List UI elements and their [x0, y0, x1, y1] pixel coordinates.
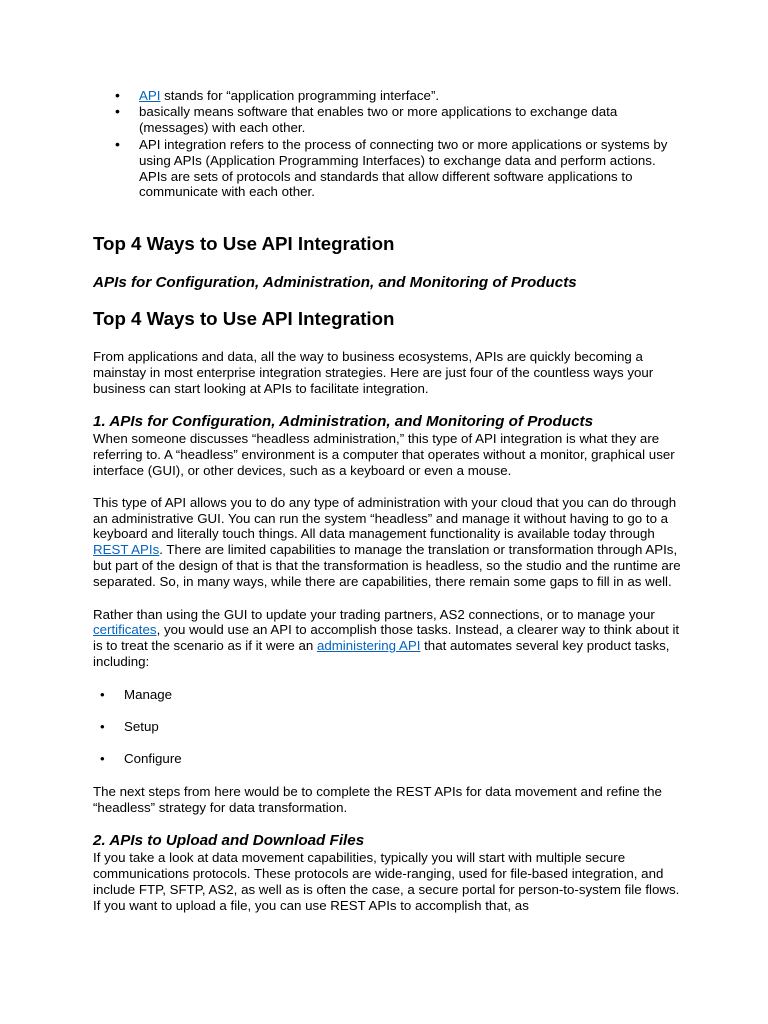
administering-api-link[interactable]: administering API	[316, 638, 421, 654]
section1-paragraph-2	[93, 495, 683, 590]
list-item	[93, 88, 683, 104]
list-item	[93, 719, 683, 735]
bullet-text: basically means software that enables two or more applications to exchange data (messages) with each other.	[139, 104, 618, 135]
rest-apis-link[interactable]: REST APIs	[93, 542, 160, 558]
paragraph-text: This type of API allows you to do any type of administration with your cloud that you can do through an administrative GUI. You can run the system “headless” and manage it without having to go to a keyboard and literally touch things. All data management functionality is available today through	[93, 494, 677, 542]
bullet-icon: •	[115, 136, 120, 152]
task-label: Setup	[124, 718, 159, 734]
section2-title: 2. APIs to Upload and Download Files	[93, 832, 365, 850]
task-label: Manage	[124, 686, 173, 702]
section1-paragraph-4: The next steps from here would be to complete the REST APIs for data movement and refine the “headless” strategy for data transformation.	[93, 783, 662, 815]
certificates-link[interactable]: certificates	[93, 622, 157, 638]
list-item	[93, 687, 683, 703]
section1-paragraph-3	[93, 607, 683, 670]
section2-paragraph-1: If you take a look at data movement capabilities, typically you will start with multiple secure communications protocols. These protocols are wide-ranging, used for file-based integration, and include FTP, SFTP, AS2, as well as is often the case, a secure portal for person-to-system file flows. If you want to upload a file, you can use REST APIs to accomplish that, as	[93, 850, 680, 913]
document-page	[93, 88, 683, 914]
api-link[interactable]: API	[139, 88, 161, 103]
intro-bullet-list	[93, 88, 683, 203]
bullet-icon: •	[100, 718, 105, 734]
list-item	[93, 104, 683, 137]
paragraph-text: Rather than using the GUI to update your trading partners, AS2 connections, or to manage your	[93, 606, 655, 622]
paragraph-text: , you would use an API to accomplish those tasks. Instead, a clearer way to think about it is to treat the scenario as if it were an	[93, 622, 680, 654]
section1-title: 1. APIs for Configuration, Administration, and Monitoring of Products	[93, 413, 594, 431]
bullet-icon: •	[115, 87, 120, 103]
bullet-text: API integration refers to the process of connecting two or more applications or systems by using APIs (Application Programming Interfaces) to exchange data and perform actions. APIs are sets of protocols and standards that allow different software applications to communicate with each other.	[139, 137, 668, 200]
bullet-text: stands for “application programming interface”.	[160, 88, 440, 103]
list-item	[93, 137, 683, 203]
bullet-icon: •	[115, 103, 120, 119]
paragraph-text: . There are limited capabilities to manage the translation or transformation through APIs, but part of the design of that is that the transformation is headless, so the studio and the runtime are separated. So, in many ways, while there are capabilities, there remain some gaps to fill in as well.	[93, 542, 681, 589]
bullet-icon: •	[100, 750, 105, 766]
subheading: APIs for Configuration, Administration, and Monitoring of Products	[93, 274, 577, 291]
list-item	[93, 751, 683, 767]
page-title: Top 4 Ways to Use API Integration	[93, 233, 395, 254]
task-label: Configure	[124, 750, 182, 766]
section1-paragraph-1: When someone discusses “headless administration,” this type of API integration is what they are referring to. A “headless” environment is a computer that operates without a monitor, graphical user interface (GUI), or other devices, such as a keyboard or even a mouse.	[93, 431, 675, 478]
task-list	[93, 687, 683, 767]
section-heading: Top 4 Ways to Use API Integration	[93, 308, 395, 329]
bullet-icon: •	[100, 686, 105, 702]
paragraph-text: that automates several key product tasks, including:	[93, 638, 670, 669]
intro-paragraph: From applications and data, all the way to business ecosystems, APIs are quickly becoming a mainstay in most enterprise integration strategies. Here are just four of the countless ways your business can start looking at APIs to facilitate integration.	[93, 349, 654, 396]
